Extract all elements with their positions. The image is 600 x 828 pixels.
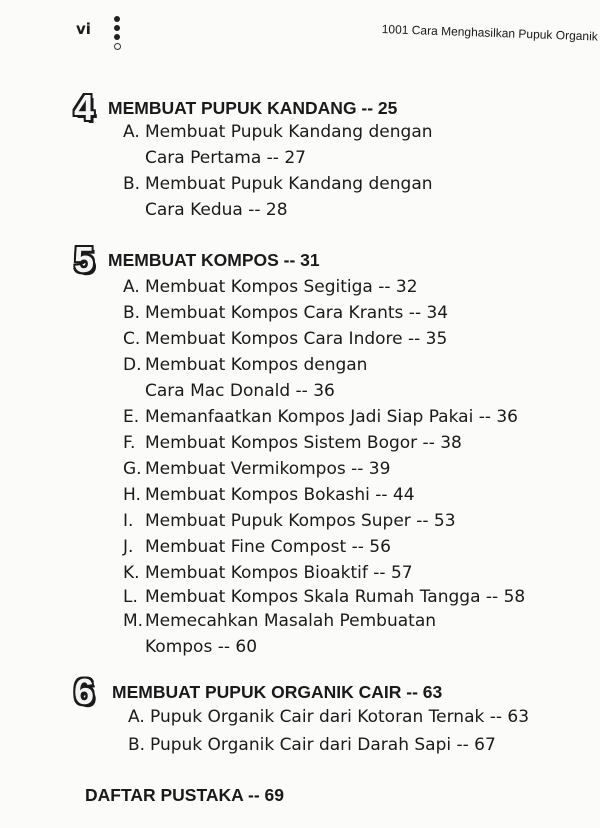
chapter-title: MEMBUAT PUPUK KANDANG -- 25	[108, 98, 398, 118]
entry-text: Membuat Pupuk Kompos Super -- 53	[145, 511, 456, 531]
entry-text: Membuat Kompos Sistem Bogor -- 38	[145, 433, 462, 453]
entry-text: Membuat Kompos Cara Indore -- 35	[145, 329, 448, 349]
entry-label: K.	[123, 563, 140, 583]
entry-text-continued: Cara Mac Donald -- 36	[145, 381, 335, 401]
entry-text: Membuat Kompos Skala Rumah Tangga -- 58	[145, 587, 526, 607]
dots-ornament-icon	[114, 16, 122, 53]
toc-entry[interactable]	[128, 704, 529, 730]
entry-label: G.	[123, 459, 142, 479]
entry-text: Membuat Pupuk Kandang dengan	[145, 174, 433, 194]
entry-text-continued: Cara Kedua -- 28	[145, 200, 288, 220]
toc-entry[interactable]	[123, 608, 436, 660]
entry-label: I.	[123, 511, 134, 531]
chapter-number: 6	[74, 671, 95, 712]
entry-label: H.	[123, 485, 141, 505]
entry-text: Pupuk Organik Cair dari Kotoran Ternak -- 63	[150, 707, 530, 727]
toc-entry[interactable]	[123, 456, 390, 482]
entry-text: Membuat Kompos Bokashi -- 44	[145, 485, 415, 505]
entry-text: Memanfaatkan Kompos Jadi Siap Pakai -- 36	[145, 407, 518, 427]
running-title: 1001 Cara Menghasilkan Pupuk Organik	[381, 22, 599, 44]
entry-text: Membuat Pupuk Kandang dengan	[145, 122, 433, 142]
entry-label: A.	[128, 707, 145, 727]
page-number: vi	[76, 20, 91, 38]
toc-entry[interactable]	[123, 119, 433, 171]
entry-text: Membuat Kompos Segitiga -- 32	[145, 277, 418, 297]
toc-entry[interactable]	[123, 300, 448, 326]
chapter-number: 4	[74, 87, 95, 128]
toc-entry[interactable]	[123, 584, 525, 610]
toc-entry[interactable]	[128, 732, 496, 758]
entry-text-continued: Kompos -- 60	[145, 637, 258, 657]
entry-label: M.	[123, 611, 144, 631]
toc-entry[interactable]	[123, 326, 447, 352]
toc-entry[interactable]	[123, 171, 433, 223]
toc-entry[interactable]	[123, 404, 518, 430]
toc-entry[interactable]	[123, 482, 415, 508]
toc-entry[interactable]	[123, 508, 456, 534]
entry-label: F.	[123, 433, 136, 453]
entry-label: L.	[123, 587, 138, 607]
entry-label: A.	[123, 277, 140, 297]
entry-label: E.	[123, 407, 140, 427]
entry-label: B.	[123, 174, 141, 194]
entry-label: A.	[123, 122, 140, 142]
toc-entry[interactable]	[123, 352, 367, 404]
entry-label: D.	[123, 355, 142, 375]
entry-label: B.	[128, 735, 146, 755]
chapter-title: MEMBUAT PUPUK ORGANIK CAIR -- 63	[112, 682, 443, 702]
entry-label: J.	[123, 537, 134, 557]
toc-entry[interactable]	[123, 560, 413, 586]
entry-text: Membuat Kompos dengan	[145, 355, 368, 375]
entry-text: Membuat Vermikompos -- 39	[145, 459, 391, 479]
chapter-number: 5	[74, 239, 95, 280]
toc-entry[interactable]	[123, 430, 462, 456]
entry-label: B.	[123, 303, 141, 323]
entry-text: Memecahkan Masalah Pembuatan	[145, 611, 437, 631]
bibliography-entry[interactable]: DAFTAR PUSTAKA -- 69	[85, 785, 284, 805]
entry-text: Membuat Kompos Cara Krants -- 34	[145, 303, 449, 323]
entry-label: C.	[123, 329, 141, 349]
entry-text-continued: Cara Pertama -- 27	[145, 148, 306, 168]
entry-text: Pupuk Organik Cair dari Darah Sapi -- 67	[150, 735, 496, 755]
entry-text: Membuat Kompos Bioaktif -- 57	[145, 563, 413, 583]
toc-entry[interactable]	[123, 274, 418, 300]
entry-text: Membuat Fine Compost -- 56	[145, 537, 391, 557]
chapter-title: MEMBUAT KOMPOS -- 31	[108, 250, 320, 270]
toc-entry[interactable]	[123, 534, 391, 560]
